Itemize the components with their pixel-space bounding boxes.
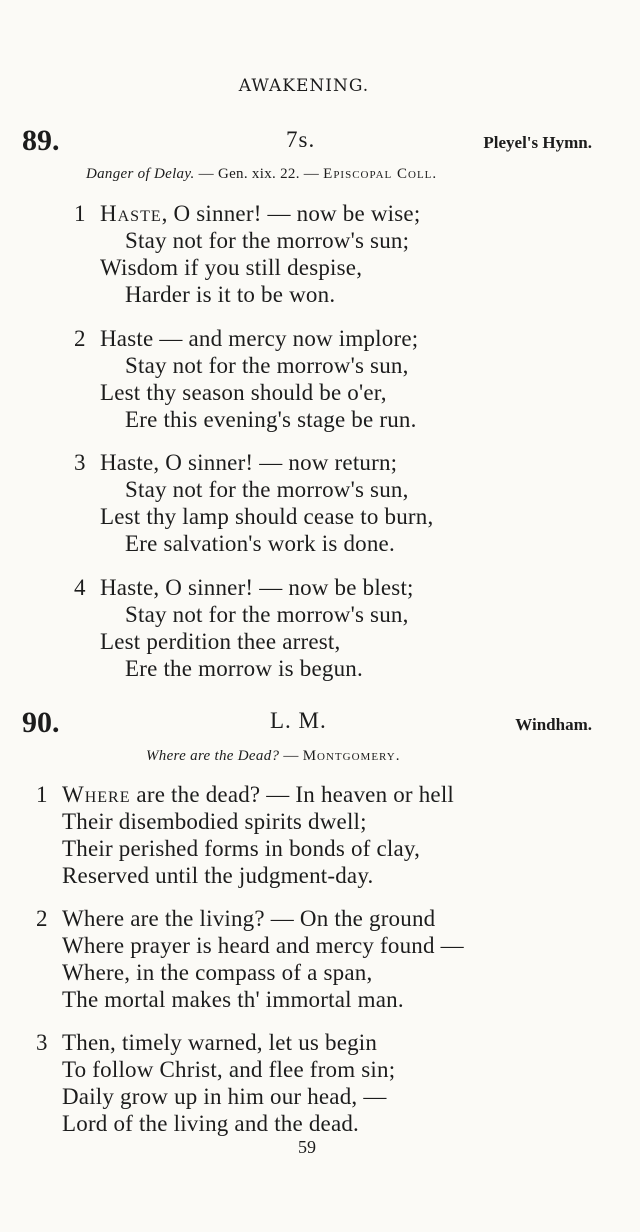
verse-line: Wisdom if you still despise,	[100, 255, 363, 280]
verse-line: Stay not for the morrow's sun,	[125, 477, 409, 502]
hymn-tune: Windham.	[515, 715, 592, 734]
source-title: Danger of Delay.	[86, 166, 195, 182]
source-title: Where are the Dead?	[146, 748, 280, 764]
hymn-number: 89.	[22, 124, 60, 157]
source-reference: — Gen. xix. 22. —	[194, 166, 324, 182]
source-author: Episcopal Coll.	[323, 166, 438, 182]
stanza-number: 1	[36, 782, 48, 807]
stanza-number: 1	[74, 201, 86, 226]
verse-line	[62, 782, 454, 808]
verse-line: Daily grow up in him our head, —	[62, 1084, 387, 1109]
verse-line: Stay not for the morrow's sun,	[125, 353, 409, 378]
verse-line: Stay not for the morrow's sun,	[125, 602, 409, 627]
hymn-meter: 7s.	[286, 127, 316, 152]
source-reference: —	[279, 748, 303, 764]
verse-line: To follow Christ, and flee from sin;	[62, 1057, 396, 1082]
page-number: 59	[298, 1137, 316, 1157]
verse-line: Haste, O sinner! — now return;	[100, 450, 398, 475]
verse-line: Reserved until the judgment-day.	[62, 863, 374, 888]
verse-line: Ere the morrow is begun.	[125, 656, 363, 681]
hymn-tune: Pleyel's Hymn.	[483, 133, 592, 152]
verse-first-word: Haste	[100, 201, 162, 226]
verse-line: Harder is it to be won.	[125, 282, 336, 307]
verse-first-word: Where	[62, 782, 131, 807]
hymn-number: 90.	[22, 706, 60, 739]
stanza-number: 4	[74, 575, 86, 600]
verse-text: are the dead? — In heaven or hell	[130, 782, 455, 807]
verse-line: Lest perdition thee arrest,	[100, 629, 341, 654]
running-head: AWAKENING.	[238, 76, 370, 96]
verse-line: Where are the living? — On the ground	[62, 906, 436, 931]
verse-line: Then, timely warned, let us begin	[62, 1030, 378, 1055]
verse-text: , O sinner! — now be wise;	[161, 201, 421, 226]
stanza-number: 3	[74, 450, 86, 475]
verse-line: Their disembodied spirits dwell;	[62, 809, 367, 834]
hymn-source	[146, 748, 400, 765]
verse-line: Haste — and mercy now implore;	[100, 326, 419, 351]
verse-line: Their perished forms in bonds of clay,	[62, 836, 421, 861]
stanza-number: 2	[36, 906, 48, 931]
hymn-meter: L. M.	[270, 708, 327, 733]
verse-line: Ere this evening's stage be run.	[125, 407, 417, 432]
source-author: Montgomery.	[302, 748, 401, 764]
verse-line	[100, 201, 420, 227]
verse-line: Lord of the living and the dead.	[62, 1111, 360, 1136]
verse-line: Haste, O sinner! — now be blest;	[100, 575, 414, 600]
verse-line: Where prayer is heard and mercy found —	[62, 933, 464, 958]
hymn-source	[86, 166, 437, 183]
verse-line: Ere salvation's work is done.	[125, 531, 395, 556]
verse-line: Lest thy lamp should cease to burn,	[100, 504, 434, 529]
stanza-number: 2	[74, 326, 86, 351]
stanza-number: 3	[36, 1030, 48, 1055]
verse-line: Stay not for the morrow's sun;	[125, 228, 410, 253]
verse-line: Where, in the compass of a span,	[62, 960, 373, 985]
verse-line: Lest thy season should be o'er,	[100, 380, 387, 405]
verse-line: The mortal makes th' immortal man.	[62, 987, 404, 1012]
